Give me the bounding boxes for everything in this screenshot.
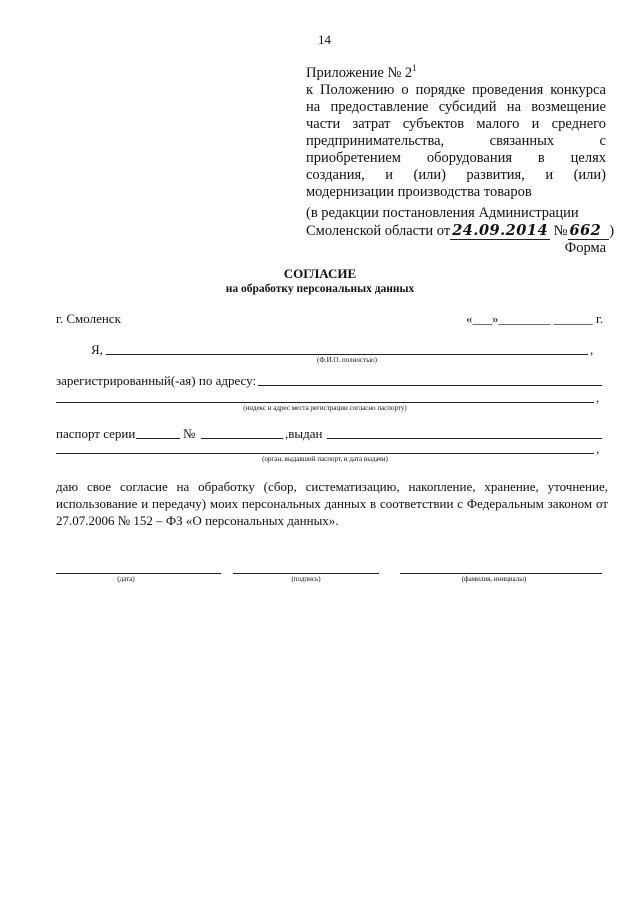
- passport-issuer-field-1[interactable]: [327, 438, 602, 439]
- comma: ,: [590, 342, 594, 357]
- passport-number-field[interactable]: [201, 438, 283, 439]
- date-caption: (дата): [117, 575, 135, 583]
- signature-date-field[interactable]: [56, 573, 221, 574]
- document-subtitle: на обработку персональных данных: [225, 283, 415, 295]
- passport-issuer-field-2[interactable]: [56, 453, 594, 454]
- i-label: Я,: [91, 342, 103, 357]
- appendix-line: создания, и (или) развития, и (или): [306, 166, 606, 183]
- appendix-line: к Положению о порядке проведения конкурса: [306, 81, 606, 98]
- passport-series-field[interactable]: [136, 438, 180, 439]
- passport-number-label: №: [183, 426, 196, 441]
- address-caption: (индекс и адрес места регистрации согласно паспорту): [243, 404, 407, 412]
- sign-caption: (подпись): [291, 575, 321, 583]
- passport-series-label: паспорт серии: [56, 426, 136, 441]
- consent-text: [56, 478, 608, 529]
- page-number: 14: [318, 32, 331, 47]
- name-caption: (фамилия, инициалы): [461, 575, 527, 583]
- edition-number: 662: [568, 222, 610, 240]
- consent-line: 27.07.2006 № 152 – ФЗ «О персональных данных».: [56, 513, 339, 528]
- document-title: СОГЛАСИЕ: [283, 266, 357, 281]
- appendix-line: приобретением оборудования в целях: [306, 149, 606, 166]
- address-label: зарегистрированный(-ая) по адресу:: [56, 373, 257, 388]
- comma: ,: [596, 441, 600, 456]
- fio-field[interactable]: [106, 354, 588, 355]
- edition-date: 24.09.2014: [452, 221, 549, 239]
- passport-issued-label: ,выдан: [285, 426, 323, 441]
- address-field-1[interactable]: [258, 385, 602, 386]
- signature-name-field[interactable]: [400, 573, 602, 574]
- edition-line: (в редакции постановления Администрации: [306, 204, 579, 221]
- date-field[interactable]: «___»________ ______ г.: [466, 311, 604, 326]
- place-label: г. Смоленск: [56, 311, 121, 326]
- issuer-caption: (орган, выдавший паспорт, и дата выдачи): [262, 455, 388, 463]
- consent-line: даю свое согласие на обработку (сбор, систематизацию, накопление, хранение, уточнение,: [56, 479, 608, 494]
- address-field-2[interactable]: [56, 402, 594, 403]
- appendix-title: Приложение № $2^1$: [306, 63, 417, 81]
- appendix-line: части затрат субъектов малого и среднего: [306, 115, 606, 132]
- edition-reference: Смоленской области от 24.09.2014 № 662 ): [306, 221, 615, 239]
- fio-caption: (Ф.И.О. полностью): [317, 356, 377, 364]
- comma: ,: [596, 390, 600, 405]
- appendix-line: на предоставление субсидий на возмещение: [306, 98, 606, 115]
- consent-line: использование и передачу) моих персональных данных в соответствии с Федеральным законом от: [56, 496, 608, 511]
- appendix-block: [306, 60, 615, 257]
- appendix-line: предпринимательства, связанных с: [306, 132, 606, 149]
- form-label: Форма: [564, 239, 606, 256]
- appendix-line: модернизации производства товаров: [306, 183, 532, 200]
- signature-field[interactable]: [233, 573, 379, 574]
